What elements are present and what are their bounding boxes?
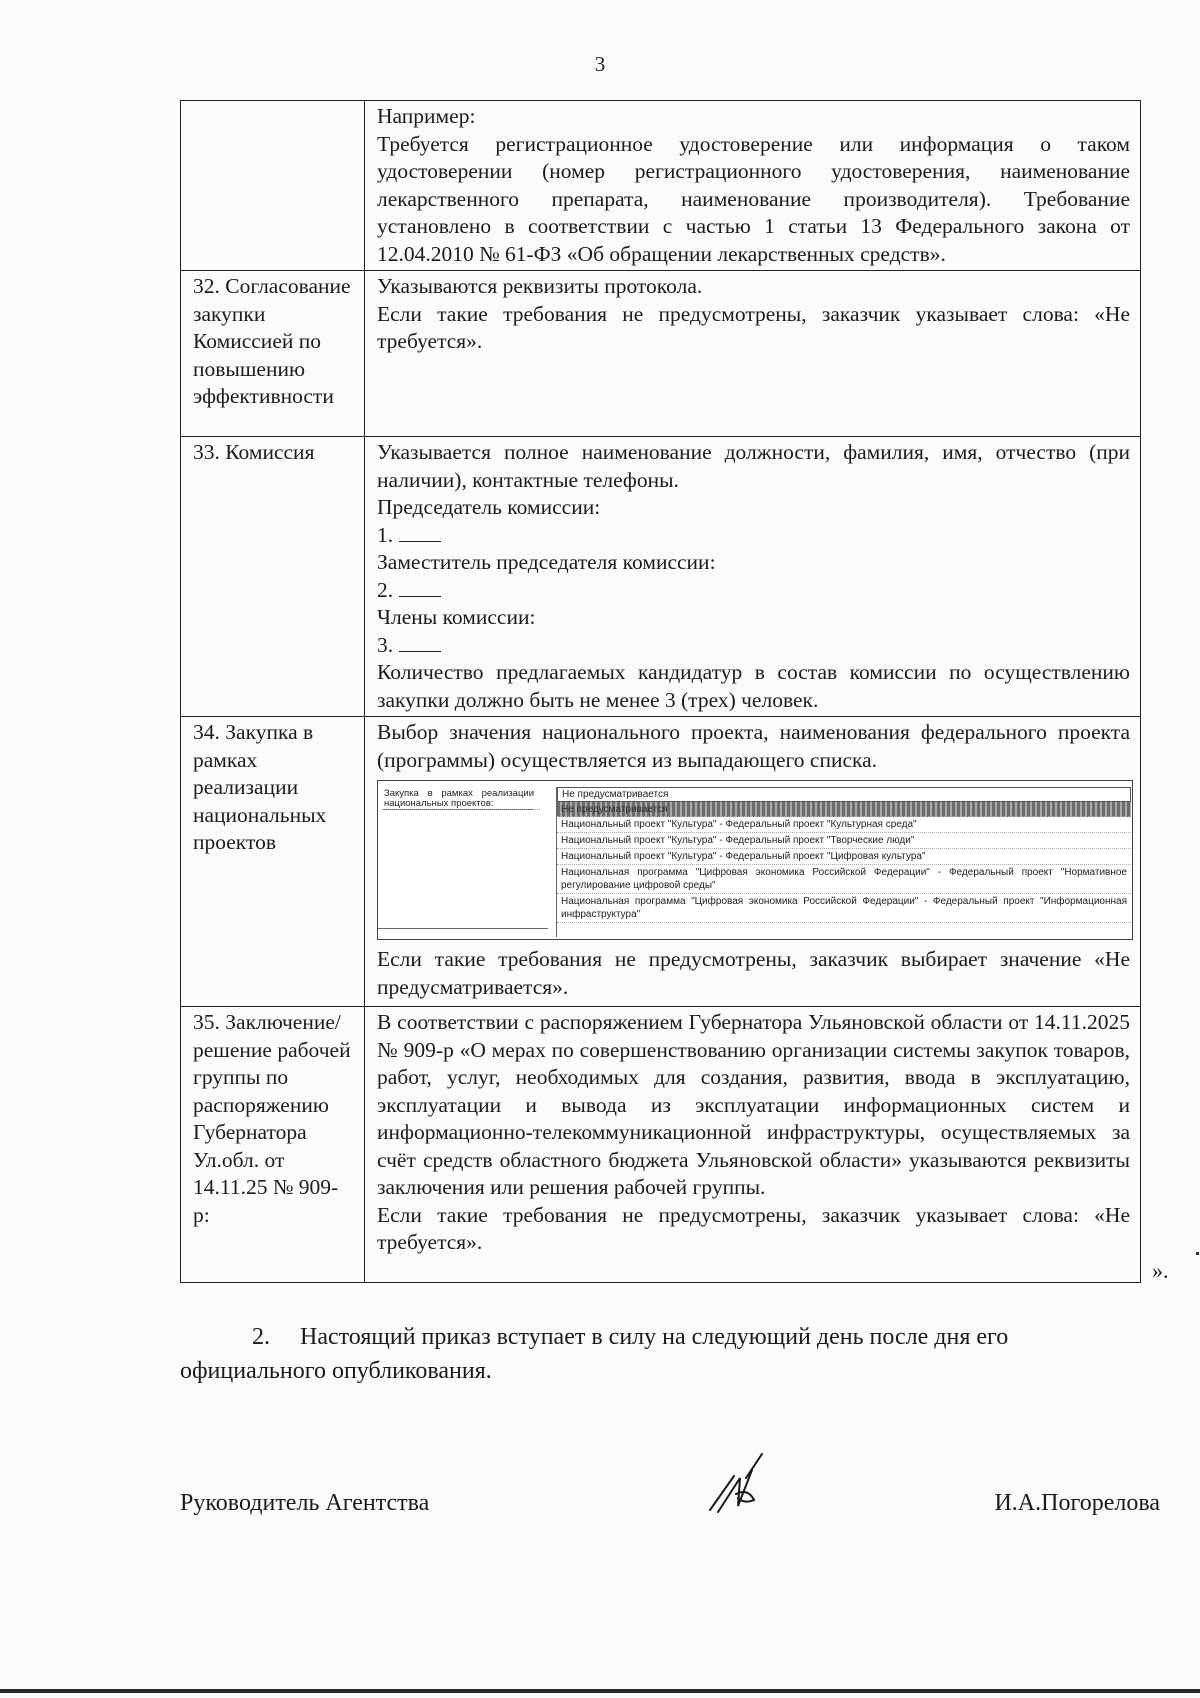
row-33-content-cell (365, 437, 1141, 717)
item-3-blank (399, 633, 441, 652)
row-35-label: 35. Заключение/ решение рабочей группы по распоряжению Губернатора Ул.обл. от 14.11.25 № 909-р: (181, 1007, 365, 1283)
item-2-blank (399, 578, 441, 597)
table-row-32 (181, 271, 1141, 437)
page-number: 3 (594, 52, 606, 76)
row-33-note: Количество предлагаемых кандидатур в состав комиссии по осуществлению закупки должно быть не менее 3 (трех) человек. (377, 660, 1130, 712)
deputy-label: Заместитель председателя комиссии: (377, 550, 716, 574)
row-34-outro: Если такие требования не предусмотрены, заказчик выбирает значение «Не предусматривается». (377, 947, 1130, 999)
row-33-label: 33. Комиссия (181, 437, 365, 717)
dropdown-option-highlighted: Не предусматривается (557, 802, 1131, 817)
row-32-line-2: Если такие требования не предусмотрены, заказчик указывает слова: «Не требуется». (377, 301, 1130, 353)
dropdown-option: Национальная программа "Цифровая экономика Российской Федерации" - Федеральный проект "Нормативное регулирование цифровой среды" (557, 865, 1131, 894)
dropdown-selected-value: Не предусматривается (557, 787, 1131, 802)
clause-number: 2. (252, 1324, 270, 1350)
dropdown-option: Национальный проект "Культура" - Федеральный проект "Цифровая культура" (557, 849, 1131, 865)
row-32-line-1: Указываются реквизиты протокола. (377, 274, 703, 298)
item-1-number: 1. (377, 522, 394, 547)
item-1-blank (399, 523, 441, 542)
row-31-label-cell (181, 101, 365, 271)
handwritten-signature (700, 1448, 770, 1520)
row-34-label: 34. Закупка в рамках реализации национальных проектов (181, 717, 365, 1007)
national-project-dropdown-screenshot (377, 780, 1133, 940)
table-row-35 (181, 1007, 1141, 1283)
dropdown-option: Национальный проект "Культура" - Федеральный проект "Культурная среда" (557, 817, 1131, 833)
signatory-name: И.А.Погорелова (994, 1490, 1160, 1516)
row-35-content-cell (365, 1007, 1141, 1283)
clause-text: Настоящий приказ вступает в силу на следующий день после дня его официального опубликования. (180, 1324, 1009, 1384)
chairman-label: Председатель комиссии: (377, 495, 601, 519)
table-row-31 (181, 101, 1141, 271)
dropdown-options-list (556, 787, 1131, 937)
row-35-outro: Если такие требования не предусмотрены, заказчик указывает слова: «Не требуется». (377, 1202, 1130, 1254)
row-34-content-cell (365, 717, 1141, 1007)
requirements-table (180, 100, 1141, 1283)
dropdown-divider-bottom (378, 928, 548, 929)
clause-2 (180, 1320, 1160, 1388)
item-3-number: 3. (377, 632, 394, 657)
row-33-intro: Указывается полное наименование должности, фамилия, имя, отчество (при наличии), контактные телефоны. (377, 440, 1130, 492)
dropdown-option: Национальный проект "Культура" - Федеральный проект "Творческие люди" (557, 833, 1131, 849)
table-row-33 (181, 437, 1141, 717)
row-31-line-2: Требуется регистрационное удостоверение или информация о таком удостоверении (номер регистрационного удостоверения, наименование лекарственного препарата, наименование производителя). Требование установлено в соответствии с частью 1 статьи 13 Федерального закона от 12.04.2010 № 61-ФЗ «Об обращении лекарственных средств». (377, 131, 1130, 266)
closing-quote: ». (1152, 1258, 1169, 1283)
scan-speck (1196, 1252, 1199, 1255)
row-35-body: В соответствии с распоряжением Губернатора Ульяновской области от 14.11.2025 № 909-р «О мерах по совершенствованию организации системы закупок товаров, работ, услуг, необходимых для создания, развития, ввода в эксплуатацию, эксплуатации и вывода из эксплуатации информационных систем и информационно-телекоммуникационной инфраструктуры, осуществляемых за счёт средств областного бюджета Ульяновской области» указываются реквизиты заключения или решения рабочей группы. (377, 1010, 1130, 1199)
members-label: Члены комиссии: (377, 605, 536, 629)
table-row-34 (181, 717, 1141, 1007)
row-31-content-cell (365, 101, 1141, 271)
dropdown-divider (382, 809, 540, 810)
row-32-label: 32. Согласование закупки Комиссией по повышению эффективности (181, 271, 365, 437)
row-31-line-1: Например: (377, 104, 476, 128)
item-2-number: 2. (377, 577, 394, 602)
signatory-position: Руководитель Агентства (180, 1490, 430, 1516)
bottom-scan-border (0, 1689, 1200, 1693)
row-32-content-cell (365, 271, 1141, 437)
dropdown-field-label: Закупка в рамках реализации национальных проектов: (384, 788, 534, 809)
row-34-intro: Выбор значения национального проекта, наименования федерального проекта (программы) осуществляется из выпадающего списка. (377, 720, 1130, 772)
dropdown-option: Национальная программа "Цифровая экономика Российской Федерации" - Федеральный проект "Информационная инфраструктура" (557, 894, 1131, 923)
